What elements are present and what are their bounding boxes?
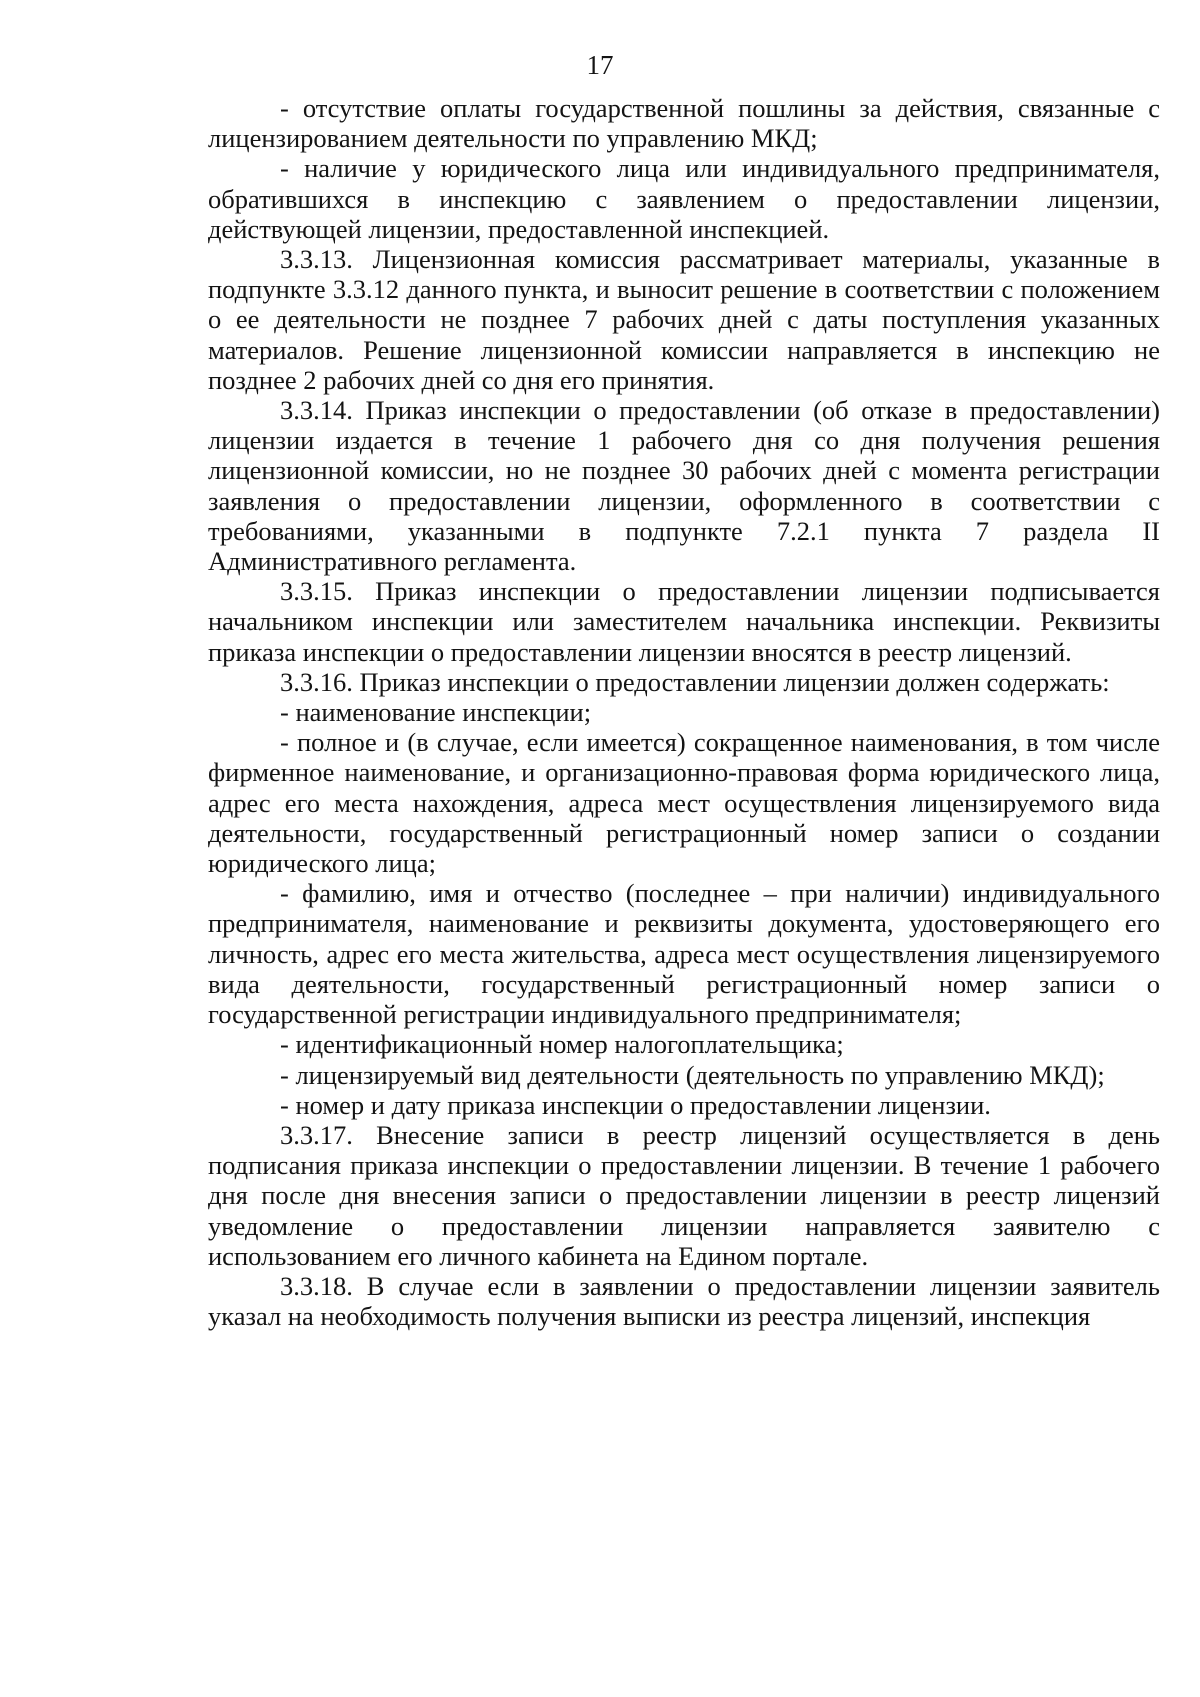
list-item-licensed-activity: - лицензируемый вид деятельности (деятельность по управлению МКД); <box>280 1059 1105 1090</box>
paragraph-3-3-14: 3.3.14. Приказ инспекции о предоставлении (об отказе в предоставлении) лицензии издается в течение 1 рабочего дня со дня получения решения лицензионной комиссии, но не позднее 30 рабочих дней с момента регистрации заявления о предоставлении лицензии, оформленного в соответствии с требованиями, указанными в подпункте 7.2.1 пункта 7 раздела II Административного регламента. <box>208 395 1160 577</box>
list-item-order-number-date: - номер и дату приказа инспекции о предоставлении лицензии. <box>280 1089 991 1120</box>
page-number: 17 <box>586 50 614 80</box>
list-item-entrepreneur-details: - фамилию, имя и отчество (последнее – при наличии) индивидуального предпринимателя, наименование и реквизиты документа, удостоверяющего его личность, адрес его места жительства, адреса мест осуществления лицензируемого вида деятельности, государственный регистрационный номер записи о государственной регистрации индивидуального предпринимателя; <box>208 878 1160 1030</box>
paragraph-3-3-17: 3.3.17. Внесение записи в реестр лицензий осуществляется в день подписания приказа инспекции о предоставлении лицензии. В течение 1 рабочего дня после дня внесения записи о предоставлении лицензии в реестр лицензий уведомление о предоставлении лицензии направляется заявителю с использованием его личного кабинета на Едином портале. <box>208 1119 1160 1271</box>
list-item-legal-entity-details: - полное и (в случае, если имеется) сокращенное наименования, в том числе фирменное наименование, и организационно-правовая форма юридического лица, адрес его места нахождения, адреса мест осуществления лицензируемого вида деятельности, государственный регистрационный номер записи о создании юридического лица; <box>208 727 1160 879</box>
document-body <box>208 93 1160 1331</box>
paragraph-no-fee-paid: - отсутствие оплаты государственной пошлины за действия, связанные с лицензированием деятельности по управлению МКД; <box>208 93 1160 154</box>
list-item-taxpayer-id: - идентификационный номер налогоплательщика; <box>280 1029 844 1060</box>
paragraph-3-3-18: 3.3.18. В случае если в заявлении о предоставлении лицензии заявитель указал на необходимость получения выписки из реестра лицензий, инспекция <box>208 1270 1160 1332</box>
paragraph-3-3-16: 3.3.16. Приказ инспекции о предоставлении лицензии должен содержать: <box>280 666 1110 697</box>
paragraph-3-3-15: 3.3.15. Приказ инспекции о предоставлении лицензии подписывается начальником инспекции или заместителем начальника инспекции. Реквизиты приказа инспекции о предоставлении лицензии вносятся в реестр лицензий. <box>208 576 1160 667</box>
paragraph-3-3-13: 3.3.13. Лицензионная комиссия рассматривает материалы, указанные в подпункте 3.3.12 данного пункта, и выносит решение в соответствии с положением о ее деятельности не позднее 7 рабочих дней с даты поступления указанных материалов. Решение лицензионной комиссии направляется в инспекцию не позднее 2 рабочих дней со дня его принятия. <box>208 244 1160 395</box>
list-item-inspection-name: - наименование инспекции; <box>280 697 592 728</box>
paragraph-existing-license: - наличие у юридического лица или индивидуального предпринимателя, обратившихся в инспекцию с заявлением о предоставлении лицензии, действующей лицензии, предоставленной инспекцией. <box>208 153 1160 244</box>
